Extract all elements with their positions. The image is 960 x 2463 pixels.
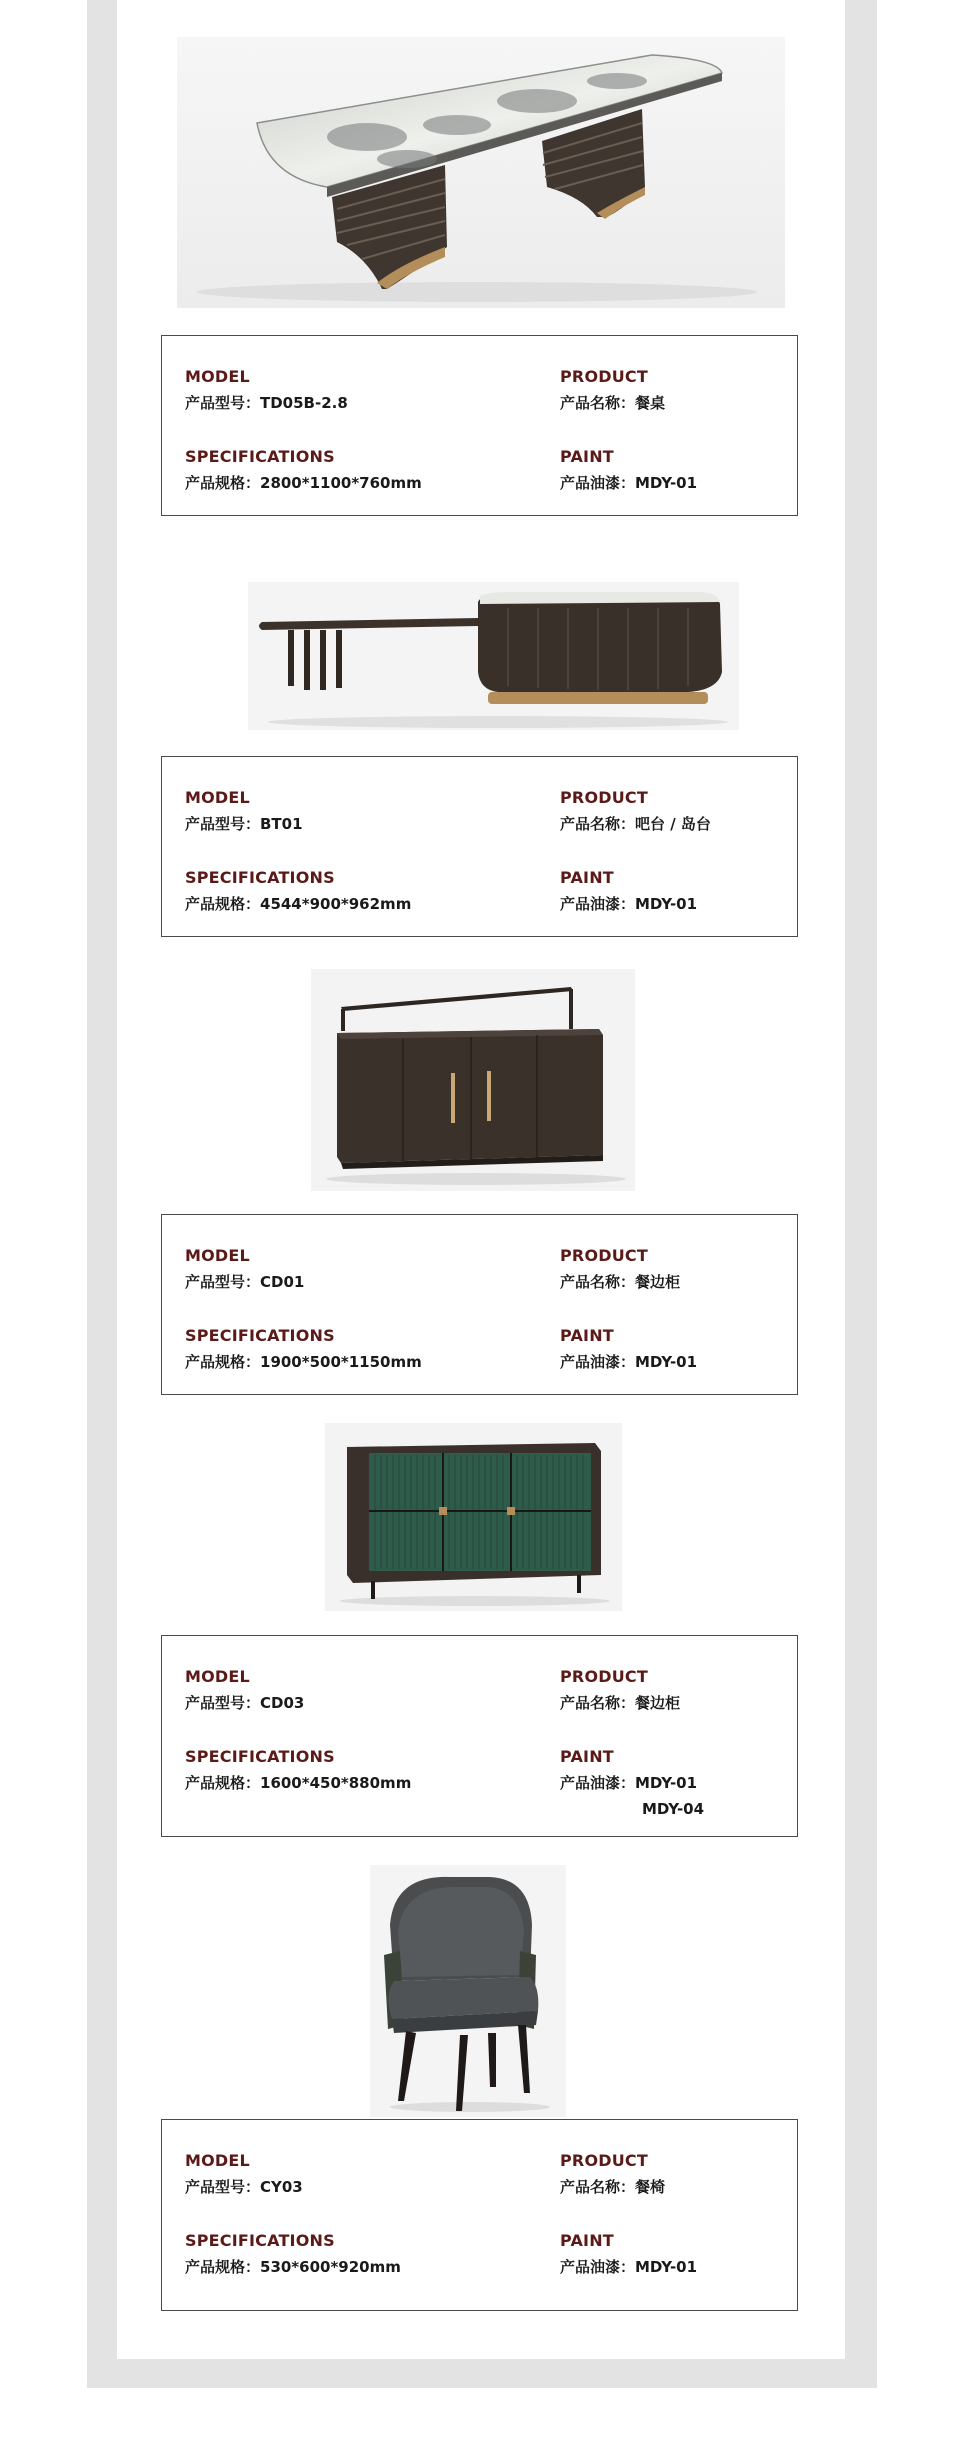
product-value: 产品名称：餐椅 [560, 2178, 666, 2196]
paint-field [560, 1747, 704, 1819]
model-label: MODEL [185, 367, 250, 386]
spec-box [161, 756, 798, 937]
product-value: 产品名称：餐桌 [560, 394, 666, 412]
product-field [560, 1246, 680, 1292]
model-label: MODEL [185, 788, 250, 807]
paint-value: 产品油漆：MDY-01 [560, 1774, 698, 1792]
product-value: 产品名称：餐边柜 [560, 1694, 681, 1712]
model-field [185, 1246, 304, 1292]
paint-label: PAINT [560, 2231, 614, 2250]
spec-box [161, 2119, 798, 2311]
spec-label: SPECIFICATIONS [185, 868, 335, 887]
model-label: MODEL [185, 1667, 250, 1686]
paint-label: PAINT [560, 1326, 614, 1345]
product-value: 产品名称：吧台 / 岛台 [560, 815, 711, 833]
model-value: 产品型号：CY03 [185, 2178, 303, 2196]
model-field [185, 2151, 303, 2197]
spec-value: 产品规格：530*600*920mm [185, 2258, 401, 2276]
model-value: 产品型号：CD03 [185, 1694, 305, 1712]
product-field [560, 367, 665, 413]
product-label: PRODUCT [560, 788, 648, 807]
paint-field [560, 2231, 697, 2277]
paint-field [560, 447, 697, 493]
spec-field [185, 447, 422, 493]
spec-value: 产品规格：1900*500*1150mm [185, 1353, 422, 1371]
paint-value: 产品油漆：MDY-01 [560, 1353, 698, 1371]
model-value: 产品型号：CD01 [185, 1273, 305, 1291]
product-label: PRODUCT [560, 367, 648, 386]
spec-value: 产品规格：2800*1100*760mm [185, 474, 422, 492]
paint-value: 产品油漆：MDY-01 [560, 474, 698, 492]
spec-value: 产品规格：1600*450*880mm [185, 1774, 412, 1792]
spec-box [161, 1214, 798, 1395]
model-label: MODEL [185, 2151, 250, 2170]
model-label: MODEL [185, 1246, 250, 1265]
spec-box [161, 1635, 798, 1837]
spec-field [185, 2231, 401, 2277]
model-field [185, 367, 348, 413]
spec-field [185, 868, 411, 914]
sideboard-image [311, 969, 635, 1191]
dining-table-image [177, 37, 785, 308]
spec-label: SPECIFICATIONS [185, 2231, 335, 2250]
spec-box [161, 335, 798, 516]
product-field [560, 1667, 680, 1713]
green-sideboard-image [325, 1423, 622, 1611]
spec-label: SPECIFICATIONS [185, 1326, 335, 1345]
paint-label: PAINT [560, 868, 614, 887]
bar-counter-image [248, 582, 739, 730]
product-label: PRODUCT [560, 2151, 648, 2170]
product-value: 产品名称：餐边柜 [560, 1273, 681, 1291]
paint-label: PAINT [560, 447, 614, 466]
spec-label: SPECIFICATIONS [185, 1747, 335, 1766]
paint-value: 产品油漆：MDY-01 [560, 2258, 698, 2276]
paint-label: PAINT [560, 1747, 614, 1766]
paint-field [560, 1326, 697, 1372]
model-value: 产品型号：BT01 [185, 815, 303, 833]
paint-field [560, 868, 697, 914]
product-field [560, 2151, 665, 2197]
product-field [560, 788, 711, 834]
paint-value-second: MDY-04 [642, 1800, 705, 1818]
spec-label: SPECIFICATIONS [185, 447, 335, 466]
model-value: 产品型号：TD05B-2.8 [185, 394, 348, 412]
dining-chair-image [370, 1865, 566, 2117]
product-label: PRODUCT [560, 1667, 648, 1686]
model-field [185, 1667, 304, 1713]
paint-value: 产品油漆：MDY-01 [560, 895, 698, 913]
spec-field [185, 1326, 422, 1372]
product-label: PRODUCT [560, 1246, 648, 1265]
spec-field [185, 1747, 411, 1793]
spec-value: 产品规格：4544*900*962mm [185, 895, 412, 913]
model-field [185, 788, 303, 834]
